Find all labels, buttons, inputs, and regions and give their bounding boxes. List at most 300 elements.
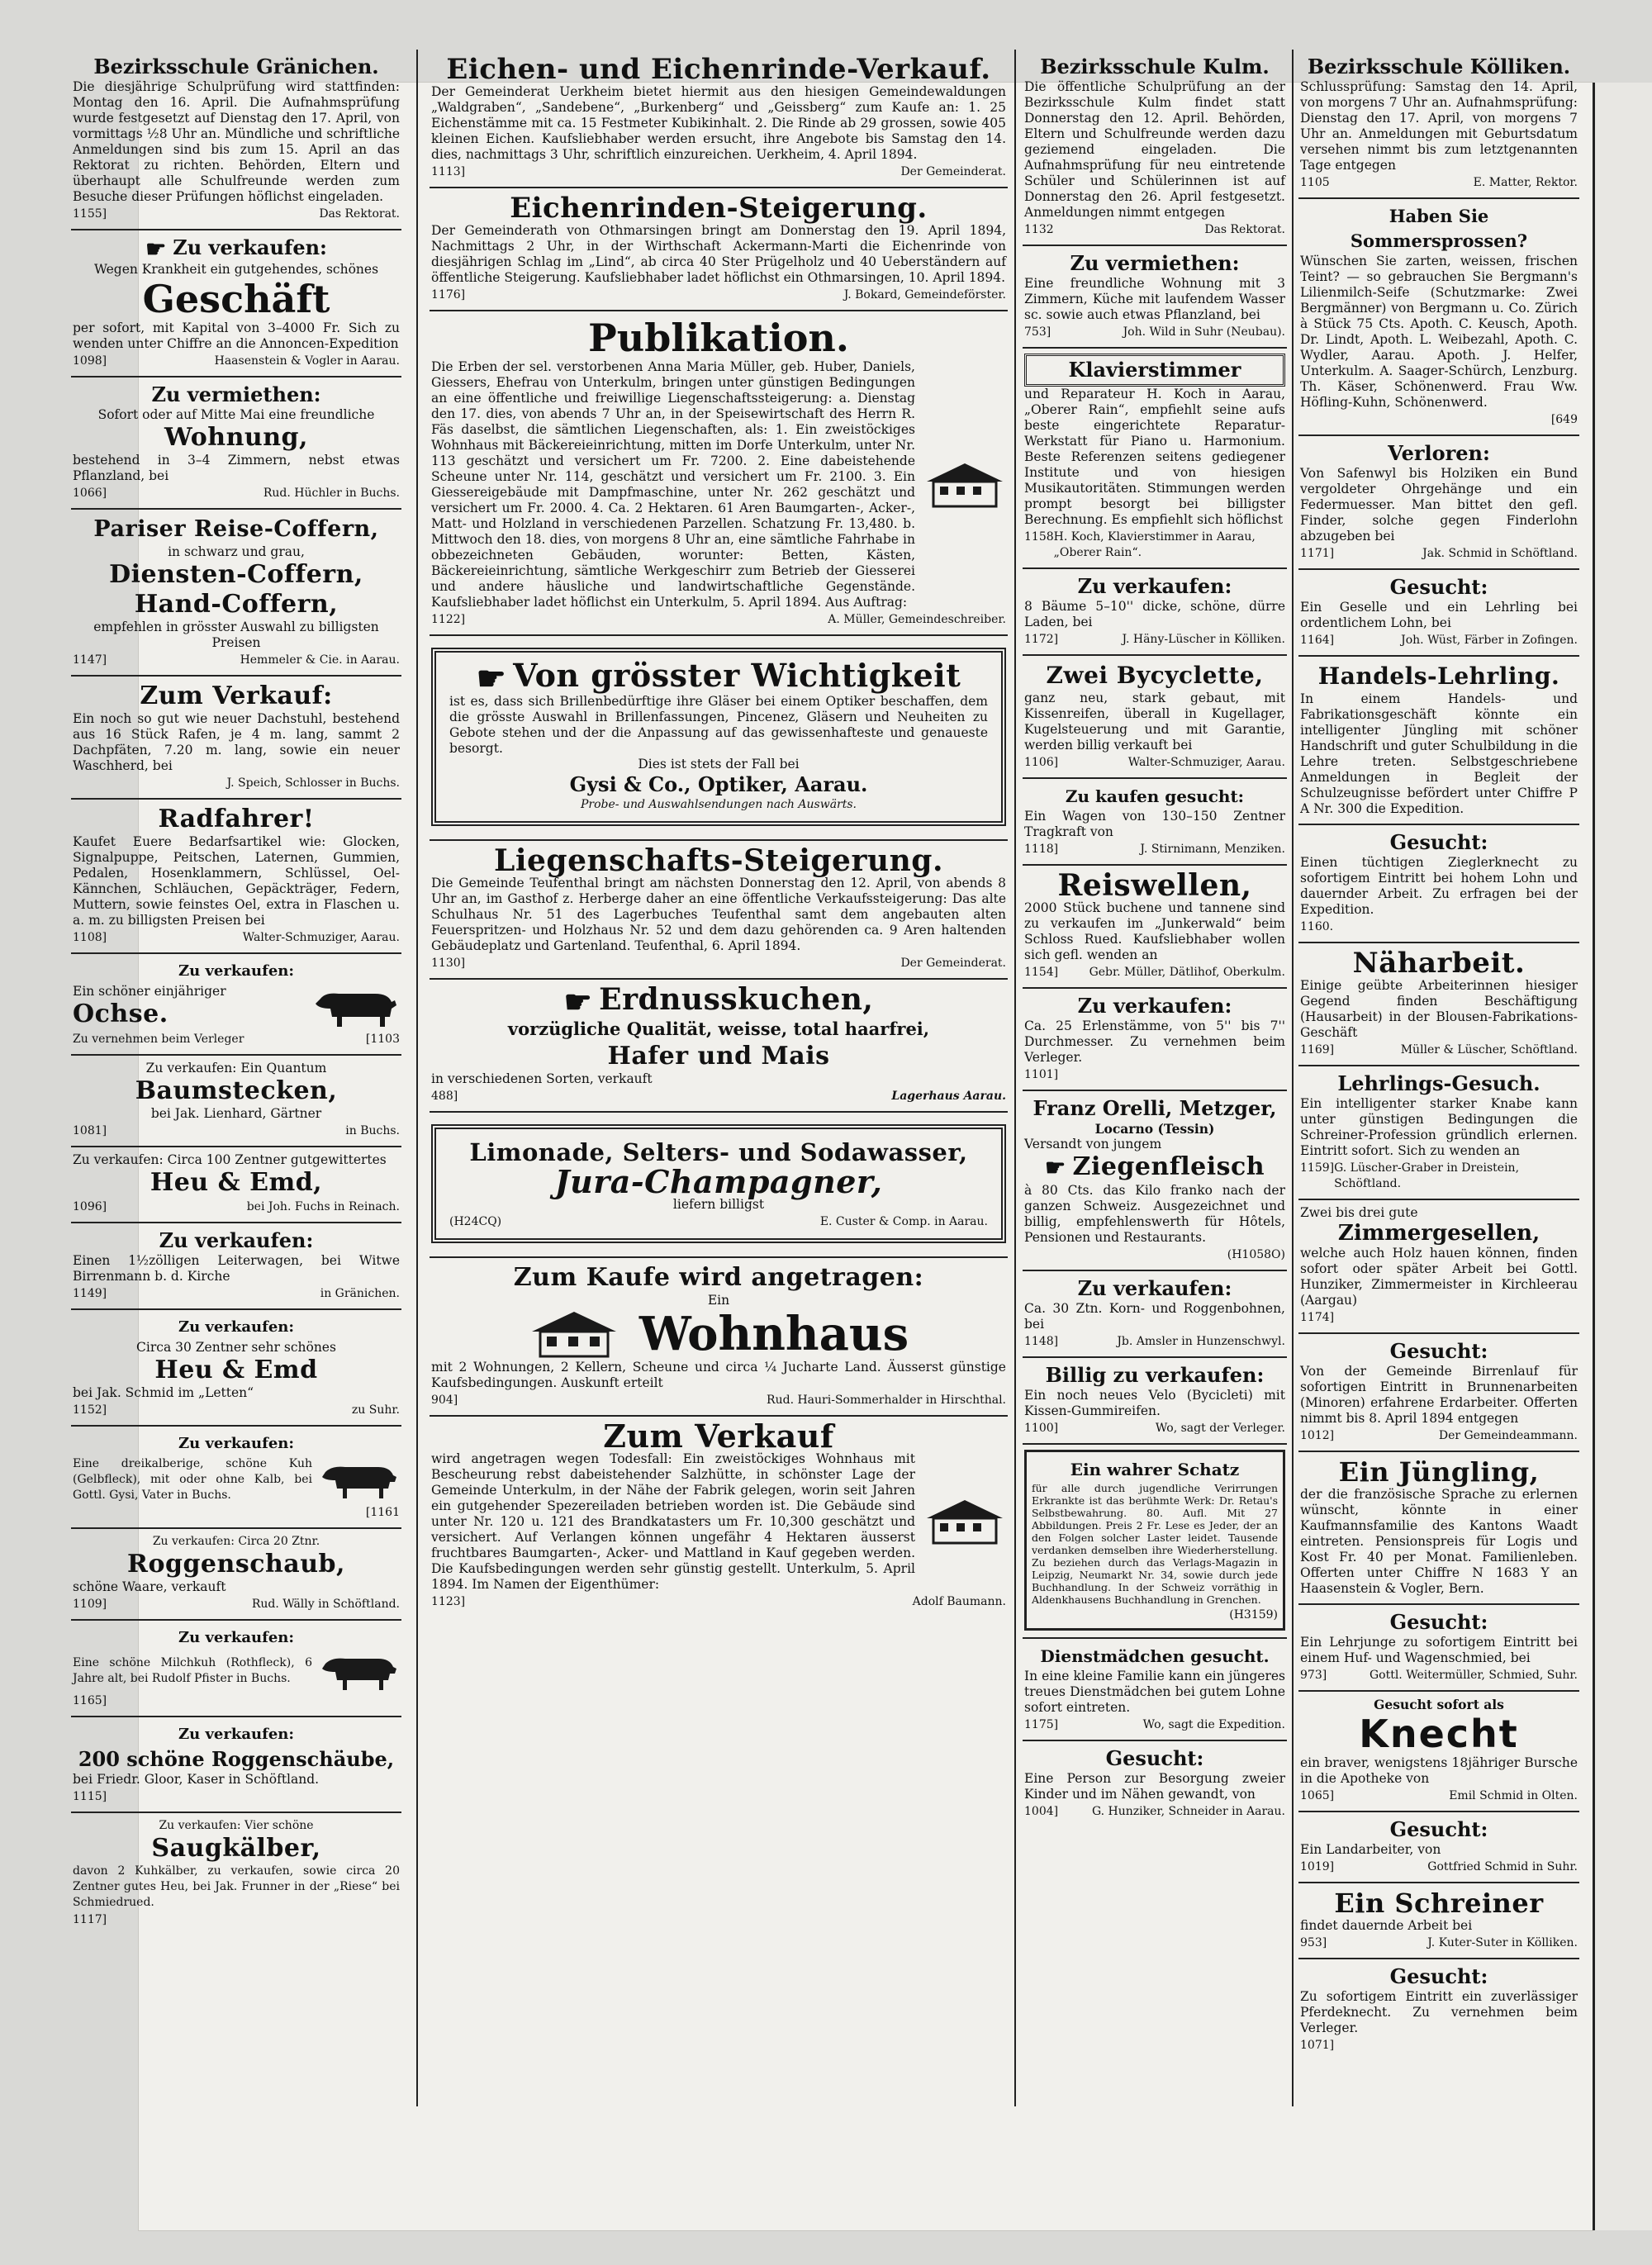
ad-title: Ein Jüngling,	[1338, 1456, 1540, 1488]
ad-knecht	[1298, 1692, 1579, 1812]
ad-body: à 80 Cts. das Kilo franko nach der ganzen Schweiz. Ausgezeichnet und billig, empfehlenswerth für Hôtels, Pensionen und Restaurants.	[1024, 1183, 1285, 1245]
ad-number: 1148]	[1024, 1335, 1059, 1348]
ad-intro: Zwei bis drei gute	[1300, 1205, 1418, 1220]
ad-number: 1158	[1024, 530, 1054, 544]
ad-signature: Wo, sagt die Expedition.	[1142, 1718, 1285, 1731]
ad-body: bestehend in 3–4 Zimmern, nebst etwas Pflanzland, bei	[73, 452, 400, 483]
ad-body: 8 Bäume 5–10'' dicke, schöne, dürre Laden, bei	[1024, 599, 1285, 629]
ad-body: Eine Person zur Besorgung zweier Kinder und im Nähen gewandt, von	[1024, 1771, 1285, 1802]
ad-geselle	[1298, 570, 1579, 657]
ad-body: Der Gemeinderath von Othmarsingen bringt am Donnerstag den 19. April 1894, Nachmittags 2 Uhr, in der Wirthschaft Ackermann-Marti die Eichenrinde von diesjährigen Schlag im „Lind“, ab circa 40 Ster Prügelholz und 40 Ueberständern auf öffentliche Steigerung. Kaufsliebhaber ladet höflichst ein Othmarsingen, 10. April 1894.	[431, 223, 1006, 285]
ad-body: für alle durch jugendliche Verirrungen Erkrankte ist das berühmte Werk: Dr. Retau's Selbstbewahrung. 80. Aufl. Mit 27 Abbildungen. Preis 2 Fr. Lese es Jeder, der an den Folgen solcher Laster leidet. Tausende verdanken demselben ihre Wiederherstellung. Zu beziehen durch das Verlags-Magazin in Leipzig, Neumarkt Nr. 34, sowie durch jede Buchhandlung. In der Schweiz vorräthig in Aldenkhausens Buchhandlung in Grenchen.	[1032, 1482, 1278, 1606]
column-3	[1023, 50, 1287, 2106]
ad-intro: Ein schöner einjähriger	[73, 984, 226, 999]
ad-body: Ein intelligenter starker Knabe kann unter günstigen Bedingungen die Schreiner-Profession gründlich erlernen. Eintritt sofort. Sich zu wenden an	[1300, 1096, 1578, 1158]
ad-signature: H. Koch, Klavierstimmer in Aarau, „Oberer Rain“.	[1053, 530, 1256, 559]
ad-body: liefern billigst	[672, 1196, 765, 1212]
ad-title: Zu verkaufen:	[159, 1227, 314, 1252]
ad-body: Einen 1½zölligen Leiterwagen, bei Witwe Birrenmann b. d. Kirche	[73, 1252, 400, 1284]
ad-headline: Roggenschaub,	[127, 1549, 345, 1579]
ad-signature: Hemmeler & Cie. in Aarau.	[240, 653, 400, 667]
ad-number: 1108]	[73, 930, 107, 944]
ad-title: Zu verkaufen:	[1077, 1276, 1232, 1300]
ad-landarbeiter	[1298, 1812, 1579, 1883]
ad-coffern	[71, 510, 401, 677]
ad-headline: Ziegenfleisch	[1072, 1152, 1265, 1181]
ad-juengling	[1298, 1452, 1579, 1605]
ad-signature: J. Bokard, Gemeindeförster.	[843, 288, 1006, 302]
ad-number: 1117]	[73, 1912, 107, 1926]
ad-title: Eichen- und Eichenrinde-Verkauf.	[446, 53, 991, 86]
pointing-hand-icon: ☛	[563, 982, 593, 1020]
ad-headline: Wohnung,	[164, 422, 308, 452]
ad-signature: Rud. Hauri-Sommerhalder in Hirschthal.	[767, 1393, 1006, 1407]
ad-body: Ein noch neues Velo (Bycicleti) mit Kissen-Gummireifen.	[1024, 1388, 1285, 1418]
ad-body: Ein noch so gut wie neuer Dachstuhl, bestehend aus 16 Stück Rafen, je 4 m. lang, sammt 2 Dachpfäten, 7.20 m. lang, sowie ein neuer Waschherd, bei	[73, 710, 400, 773]
ad-erlenstaemme	[1023, 989, 1287, 1091]
ad-signature: Das Rektorat.	[319, 207, 400, 221]
ad-signature: J. Speich, Schlosser in Buchs.	[226, 776, 400, 790]
ad-body: ein braver, wenigstens 18jähriger Bursche in die Apotheke von	[1300, 1755, 1578, 1786]
column-rule	[416, 50, 418, 2106]
ad-korn	[1023, 1271, 1287, 1358]
ad-dienstmaedchen	[1023, 1639, 1287, 1741]
ad-body: Die Erben der sel. verstorbenen Anna Maria Müller, geb. Huber, Daniels, Giessers, Ehefrau von Unterkulm, bringen unter günstigen Bedingungen an eine öffentliche und freiwillige Liegenschaftssteigerung: a. Dienstag den 17. dies, von abends 7 Uhr an, in der Speisewirtschaft des Herrn R. Fäs daselbst, die sämtlichen Liegenschaften, als: 1. Ein zweistöckiges Wohnhaus mit Bäckereieinrichtung, mitten im Dorfe Unterkulm, unter Nr. 113 geschätzt und versichert um Fr. 7200. 2. Eine dabeistehende Scheune unter Nr. 114, geschätzt und versichert um Fr. 2100. 3. Ein Giessereigebäude mit Dampfmaschine, unter Nr. 262 geschätzt und versichert um Fr. 2000. 4. Ca. 2 Hektaren. 61 Aren Baumgarten-, Acker-, Matt- und Holzland in verschiedenen Parzellen. Schatzung Fr. 13,480. b. Mittwoch den 18. dies, von morgens 8 Uhr an, eine sämtliche Fahrhabe in obbezeichneten Gebäuden, worunter: Betten, Kästen, Bäckereieinrichtung, sämtliche Werkgeschirr zum Betrieb der Giesserei und andere häusliche und landwirtschaftliche Gegenstände. Kaufsliebhaber ladet höflichst ein Unterkulm, 5. April 1894. Aus Auftrag:	[431, 359, 915, 610]
ad-body: Ein Landarbeiter, von	[1300, 1842, 1441, 1857]
ad-headline: Wohnhaus	[638, 1306, 909, 1361]
ad-headline: Limonade, Selters- und Sodawasser,	[469, 1137, 968, 1166]
ad-headline: Diensten-Coffern,	[109, 559, 363, 589]
ad-title: Billig zu verkaufen:	[1045, 1363, 1265, 1387]
ad-pferdeknecht	[1298, 1959, 1579, 2060]
ad-signature: Rud. Wälly in Schöftland.	[251, 1597, 400, 1611]
adjacent-page-edge	[1593, 83, 1652, 2230]
ad-body: Die diesjährige Schulprüfung wird stattfinden: Montag den 16. April. Die Aufnahmsprüfung wurde festgesetzt auf Dienstag den 17. April, von vormittags ½8 Uhr an. Mündliche und schriftliche Anmeldungen sind bis zum 15. April an das Rektorat zu richten. Behörden, Eltern und überhaupt alle Schulfreunde werden zum Besuche dieser Prüfungen höflichst eingeladen.	[73, 79, 400, 204]
ad-bezirksschule-kulm	[1023, 50, 1287, 246]
ad-number: 1098]	[73, 354, 107, 368]
ad-bezirksschule-koelliken	[1298, 50, 1579, 199]
ad-title: Näharbeit.	[1352, 947, 1526, 980]
ad-body: Schlussprüfung: Samstag den 14. April, von morgens 7 Uhr an. Aufnahmsprüfung: Dienstag den 17. April, von morgens 7 Uhr an. Anmeldungen mit Geburtsdatum versehen nimmt bis zum letztgenannten Tage entgegen	[1300, 79, 1578, 173]
ad-body: Der Gemeinderat Uerkheim bietet hiermit aus den hiesigen Gemeindewaldungen „Waldgraben“, „Sandebene“, „Burkenberg“ und „Geissberg“ zum Kaufe an: 1. 25 Eichenstämme mit ca. 15 Festmeter Kubikinhalt. 2. Die Rinde ab 29 grossen, sowie 405 kleinen Eichen. Kaufsliebhaber werden ersucht, ihre Angebote bis Samstag den 14. dies, nachmittags 3 Uhr, schriftlich einzureichen. Uerkheim, 4. April 1894.	[431, 84, 1006, 162]
ad-wohnung	[71, 378, 401, 510]
ad-signature: Walter-Schmuziger, Aarau.	[1127, 756, 1285, 769]
ad-body: Einen tüchtigen Zieglerknecht zu sofortigem Eintritt bei hohem Lohn und dauernder Arbeit. Zu erfragen bei der Expedition.	[1300, 855, 1578, 917]
ad-title: Liegenschafts-Steigerung.	[494, 843, 943, 878]
ad-laden	[1023, 569, 1287, 656]
ad-title: Gesucht:	[1389, 830, 1488, 854]
ad-zum-verkauf	[430, 1417, 1008, 1617]
ad-signature: Emil Schmid in Olten.	[1449, 1789, 1578, 1802]
ad-schreiner	[1298, 1883, 1579, 1959]
ad-body: In eine kleine Familie kann ein jüngeres treues Dienstmädchen bei gutem Lohne sofort eintreten.	[1024, 1669, 1285, 1715]
ad-body: Einige geübte Arbeiterinnen hiesiger Gegend finden Beschäftigung (Hausarbeit) in der Blousen-Fabrikations-Geschäft	[1300, 978, 1578, 1040]
ad-eichenrinden-steigerung	[430, 188, 1008, 311]
ad-body: Die öffentliche Schulprüfung an der Bezirksschule Kulm findet statt Donnerstag den 12. April. Behörden, Eltern und Schulfreunde werden dazu geziemend eingeladen. Die Aufnahmsprüfung für neu eintretende Schüler und Schülerinnen ist auf Donnerstag den 26. April festgesetzt. Anmeldungen nimmt entgegen	[1024, 79, 1285, 220]
pointing-hand-icon: ☛	[145, 235, 167, 263]
ad-signature: J. Kuter-Suter in Kölliken.	[1427, 1936, 1578, 1949]
ad-title: Zu verkaufen: Vier schöne	[159, 1818, 314, 1832]
ad-signature: Der Gemeinderat.	[900, 165, 1006, 178]
ad-lilienmilch-seife	[1298, 199, 1579, 436]
ad-signature: bei Joh. Fuchs in Reinach.	[246, 1199, 400, 1213]
ad-title: Zu verkaufen:	[178, 1725, 295, 1743]
ad-signature: zu Suhr.	[351, 1403, 400, 1417]
ad-number: 1118]	[1024, 843, 1059, 856]
ad-person-gesucht	[1023, 1741, 1287, 1826]
ad-zieglerknecht	[1298, 825, 1579, 943]
ad-headline: Ochse.	[73, 1000, 169, 1028]
ad-number: 1149]	[73, 1286, 107, 1300]
ad-erdarbeiter	[1298, 1334, 1579, 1452]
ad-title: Bezirksschule Gränichen.	[93, 55, 379, 78]
column-2	[430, 50, 1008, 2106]
ad-title: Zu kaufen gesucht:	[1065, 786, 1245, 806]
ad-publikation	[430, 311, 1008, 636]
ad-baumstecken	[71, 1056, 401, 1147]
column-rule	[1292, 50, 1294, 2106]
ad-number: 1164]	[1300, 634, 1335, 647]
house-icon	[923, 1497, 1006, 1546]
ad-title: Zu verkaufen:	[178, 1318, 295, 1336]
ad-body: Eine freundliche Wohnung mit 3 Zimmern, Küche mit laufendem Wasser sc. sowie auch etwas Pflanzland, bei	[1024, 276, 1285, 322]
ad-code: (H3159)	[1229, 1608, 1278, 1622]
ad-title: Haben Sie Sommersprossen?	[1350, 206, 1528, 251]
ad-title: Gesucht:	[1389, 1964, 1488, 1988]
ad-title: Zu verkaufen:	[173, 235, 327, 259]
ad-radfahrer	[71, 800, 401, 954]
ad-optiker-gysi	[430, 636, 1008, 841]
ad-signature: G. Hunziker, Schneider in Aarau.	[1091, 1805, 1285, 1818]
ad-signature: Gebr. Müller, Dätlihof, Oberkulm.	[1089, 966, 1285, 979]
ad-title: Gesucht:	[1389, 1817, 1488, 1841]
ad-wagen	[1023, 779, 1287, 866]
ad-number: 1176]	[431, 288, 466, 302]
house-icon	[529, 1308, 620, 1360]
ad-number: 1071]	[1300, 2039, 1335, 2052]
ad-signature: J. Stirnimann, Menziken.	[1140, 843, 1285, 856]
ad-body: in verschiedenen Sorten, verkauft	[431, 1071, 653, 1086]
ad-title: Reiswellen,	[1057, 868, 1252, 903]
ad-headline: Saugkälber,	[151, 1833, 321, 1863]
ad-headline: 200 schöne Roggenschäube,	[78, 1746, 395, 1771]
ad-body: Zu vernehmen beim Verleger	[73, 1032, 244, 1046]
ad-body: wird angetragen wegen Todesfall: Ein zweistöckiges Wohnhaus mit Bescheurung rebst dabeistehender Salzhütte, in schönster Lage der Gemeinde Unterkulm, in der Nähe der Fabrik gelegen, worin seit Jahren ein gutgehender Spezereiladen betrieben worden ist. Die Gebäude sind unter Nr. 120 u. 121 des Brandkatasters um Fr. 10,300 geschätzt und versichert. Auf Verlangen können ungefähr 4 Hektaren äusserst fruchtbares Baumgarten-, Acker- und Mattland in Kauf gegeben werden. Die Kaufsbedingungen werden sehr günstig gestellt. Unterkulm, 5. April 1894. Im Namen der Eigenthümer:	[431, 1451, 915, 1592]
ad-eichen-verkauf	[430, 50, 1008, 188]
ad-kuh	[71, 1427, 401, 1529]
ad-title: Zu vermiethen:	[1070, 251, 1240, 275]
column-4	[1298, 50, 1579, 2106]
ad-body: der die französische Sprache zu erlernen wünscht, könnte in einer Kaufmannsfamilie des Kantons Waadt eintreten. Pensionspreis für Logis und Kost Fr. 40 per Monat. Familienleben. Offerten unter Chiffre N 1683 Y an Haasenstein & Vogler, Bern.	[1300, 1487, 1578, 1596]
ox-icon	[309, 984, 400, 1030]
ad-leiterwagen	[71, 1223, 401, 1310]
ad-number: 1096]	[73, 1199, 107, 1213]
ad-handels-lehrling	[1298, 657, 1579, 825]
ad-number: 753]	[1024, 325, 1051, 339]
ad-bezirksschule-graenichen	[71, 50, 401, 230]
ad-zimmergesellen	[1298, 1200, 1579, 1334]
ad-signature: Joh. Wüst, Färber in Zofingen.	[1401, 634, 1578, 647]
ad-number: 1109]	[73, 1597, 107, 1611]
ad-signature: Müller & Lüscher, Schöftland.	[1400, 1043, 1578, 1057]
ad-body: Ca. 25 Erlenstämme, von 5'' bis 7'' Durchmesser. Zu vernehmen beim Verleger.	[1024, 1019, 1285, 1065]
ad-title: Zum Verkauf	[603, 1417, 834, 1455]
ad-body: Zu sofortigem Eintritt ein zuverlässiger Pferdeknecht. Zu vernehmen beim Verleger.	[1300, 1989, 1578, 2035]
ad-body: bei Jak. Lienhard, Gärtner	[150, 1105, 322, 1121]
ad-number: 1066]	[73, 486, 107, 500]
ad-number: 1081]	[73, 1123, 107, 1137]
ad-title: Erdnusskuchen,	[599, 981, 874, 1017]
ad-body: Ein Geselle und ein Lehrling bei ordentlichem Lohn, bei	[1300, 600, 1578, 630]
ad-roggenschaub	[71, 1529, 401, 1621]
ad-number: 1147]	[73, 653, 107, 667]
ad-frame	[431, 648, 1006, 826]
ad-number: 488]	[431, 1089, 458, 1103]
ad-title: Bezirksschule Kulm.	[1040, 55, 1270, 78]
ad-ziegenfleisch	[1023, 1091, 1287, 1271]
ad-title: Zwei Bycyclette,	[1046, 662, 1264, 689]
ad-number: 1172]	[1024, 633, 1059, 646]
ad-signature: Haasenstein & Vogler in Aarau.	[214, 354, 400, 368]
ad-title: Von grösster Wichtigkeit	[513, 657, 961, 694]
ad-signature: in Buchs.	[345, 1123, 400, 1137]
ad-title: Gesucht:	[1389, 1339, 1488, 1363]
ad-liegenschafts-steigerung	[430, 841, 1008, 980]
ad-number: 1154]	[1024, 966, 1059, 979]
ad-signature: Gottl. Weitermüller, Schmied, Suhr.	[1369, 1669, 1578, 1682]
ad-number: 1155]	[73, 207, 107, 221]
ad-body: schöne Waare, verkauft	[73, 1579, 226, 1594]
ad-reiswellen	[1023, 866, 1287, 989]
ad-signature: Jb. Amsler in Hunzenschwyl.	[1117, 1335, 1285, 1348]
ad-wahrer-schatz	[1023, 1445, 1287, 1639]
ad-title: Zu verkaufen:	[178, 962, 295, 980]
ad-body: findet dauernde Arbeit bei	[1300, 1918, 1473, 1933]
ad-note: Probe- und Auswahlsendungen nach Auswärts.	[580, 797, 857, 811]
ad-body: Von der Gemeinde Birrenlauf für sofortigen Eintritt in Brunnenarbeiten (Minoren) erfahrene Erdarbeiter. Offerten nimmt bis 8. April 1894 entgegen	[1300, 1364, 1578, 1426]
ad-ochse	[71, 954, 401, 1056]
ad-body: Wünschen Sie zarten, weissen, frischen Teint? — so gebrauchen Sie Bergmann's Lilienmilch-Seife (Schutzmarke: Zwei Bergmänner) von Bergmann u. Co. Zürich à Stück 75 Cts. Apoth. C. Keusch, Apoth. Dr. Lindt, Apoth. L. Weibezahl, Apoth. C. Wydler, Aarau. Apoth. J. Helfer, Unterkulm. A. Saager-Schürch, Lenzburg. Th. Käser, Schönenwerd. Frau Ww. Höfling-Kuhn, Schönenwerd.	[1300, 254, 1578, 410]
ad-body: Ein Wagen von 130–150 Zentner Tragkraft von	[1024, 809, 1285, 839]
ad-title: Zu verkaufen: Circa 20 Ztnr.	[152, 1534, 320, 1548]
ad-number: 973]	[1300, 1669, 1327, 1682]
ad-title: Zu verkaufen: Circa 100 Zentner gutgewittertes	[73, 1151, 387, 1167]
ad-number: 1105	[1300, 176, 1330, 189]
ad-title: Zu verkaufen:	[178, 1434, 295, 1452]
ad-headline: Geschäft	[142, 276, 330, 321]
ad-signature: E. Matter, Rektor.	[1473, 176, 1578, 189]
ad-intro: Wegen Krankheit ein gutgehendes, schönes	[93, 261, 379, 277]
ad-frame	[431, 1124, 1006, 1243]
ad-body: Eine dreikalberige, schöne Kuh (Gelbfleck), mit oder ohne Kalb, bei Gottl. Gysi, Vater in Buchs.	[73, 1456, 312, 1502]
ad-signature: in Gränichen.	[320, 1286, 400, 1300]
ad-number: 1122]	[431, 613, 466, 626]
ad-title: Dienstmädchen gesucht.	[1040, 1646, 1270, 1666]
ad-body: Ca. 30 Ztn. Korn- und Roggenbohnen, bei	[1024, 1301, 1285, 1332]
ad-title: Franz Orelli, Metzger,	[1032, 1096, 1277, 1120]
ad-title: Gesucht:	[1105, 1746, 1204, 1770]
ad-number: 1019]	[1300, 1860, 1335, 1873]
ad-body: ganz neu, stark gebaut, mit Kissenreifen, überall in Kugellager, Kugelsteuerung und mit Garantie, werden billig verkauft bei	[1024, 691, 1285, 753]
ad-headline: Knecht	[1359, 1712, 1519, 1756]
ad-headline: Pariser Reise-Coffern,	[93, 515, 379, 542]
ad-number: 1100]	[1024, 1422, 1059, 1435]
cow-icon	[317, 1459, 400, 1500]
ad-title: Gesucht sofort als	[1374, 1697, 1504, 1712]
ad-verloren	[1298, 436, 1579, 570]
ad-klavierstimmer	[1023, 349, 1287, 569]
ad-intro: Versandt von jungem	[1024, 1137, 1162, 1151]
ad-headline: Hafer und Mais	[607, 1041, 830, 1071]
ad-code: (H24CQ)	[449, 1214, 502, 1228]
ad-body: mit 2 Wohnungen, 2 Kellern, Scheune und circa ¼ Jucharte Land. Äusserst günstige Kaufsbedingungen. Auskunft erteilt	[431, 1359, 1006, 1390]
ad-signature: Wo, sagt der Verleger.	[1155, 1422, 1285, 1435]
ad-number: 1160.	[1300, 920, 1334, 933]
column-rule	[1014, 50, 1016, 2106]
ad-title: Handels-Lehrling.	[1317, 662, 1560, 690]
ad-signature: E. Custer & Comp. in Aarau.	[819, 1214, 988, 1228]
ad-number: 1012]	[1300, 1429, 1335, 1442]
ad-saugkaelber	[71, 1813, 401, 1935]
ad-title: Zum Kaufe wird angetragen:	[513, 1262, 924, 1292]
ad-number: 1115]	[73, 1789, 107, 1803]
ad-headline: Hand-Coffern,	[134, 589, 339, 619]
ad-number: 1159]	[1300, 1161, 1335, 1175]
ad-number: 1171]	[1300, 547, 1335, 560]
ad-intro: Circa 30 Zentner sehr schönes	[136, 1339, 336, 1355]
ad-title: Zu verkaufen:	[1077, 574, 1232, 598]
ad-body: bei Friedr. Gloor, Kaser in Schöftland.	[73, 1771, 320, 1787]
ad-geschaeft	[71, 230, 401, 378]
ad-title: Bezirksschule Kölliken.	[1307, 55, 1571, 78]
ad-number: 1101]	[1024, 1068, 1059, 1081]
ad-title: Zu verkaufen:	[1077, 994, 1232, 1018]
ad-number: 1130]	[431, 956, 466, 970]
ad-limonade	[430, 1113, 1008, 1258]
column-1	[71, 50, 401, 2106]
ad-body: Ein Lehrjunge zu sofortigem Eintritt bei einem Huf- und Wagenschmied, bei	[1300, 1635, 1578, 1665]
ad-erdnusskuchen	[430, 980, 1008, 1113]
ad-title: Zum Verkauf:	[140, 681, 333, 710]
ad-number: 1175]	[1024, 1718, 1059, 1731]
ad-signature: Joh. Wild in Suhr (Neubau).	[1123, 325, 1285, 339]
ad-signature: Jak. Schmid in Schöftland.	[1422, 547, 1578, 560]
ad-body: ist es, dass sich Brillenbedürftige ihre Gläser bei einem Optiker beschaffen, dem die grösste Auswahl in Brillenfassungen, Pincenez, Gläsern und Neuheiten zu Gebote stehen und der die Anpassung auf das gewissenhafteste und genaueste besorgt.	[449, 693, 988, 756]
ad-headline: Baumstecken,	[135, 1076, 338, 1105]
ad-body: In einem Handels- und Fabrikationsgeschäft könnte ein intelligenter Jüngling mit schöner Handschrift und guter Schulbildung in die Lehre treten. Selbstgeschriebene Anmeldungen in Begleit der Schulzeugnisse befördert unter Chiffre P A Nr. 300 die Expedition.	[1300, 691, 1578, 816]
ad-body: Die Gemeinde Teufenthal bringt am nächsten Donnerstag den 12. April, von abends 8 Uhr an, im Gasthof z. Herberge daher an eine öffentliche Verkaufssteigerung: Das alte Schulhaus Nr. 51 des Lagerbuches Teufenthal samt dem angebauten alten Feuerspritzen- und Holzhaus Nr. 52 und dem dazu gehörenden ca. 9 Aren haltenden Gebäudeplatz und Gartenland. Teufenthal, 6. April 1894.	[431, 875, 1006, 953]
ad-number: 1174]	[1300, 1311, 1335, 1324]
ad-subline: Dies ist stets der Fall bei	[638, 756, 800, 772]
ad-body: bei Jak. Schmid im „Letten“	[73, 1384, 254, 1400]
ad-title: Radfahrer!	[158, 804, 315, 833]
ad-dachstuhl	[71, 677, 401, 800]
ad-signature: Adolf Baumann.	[912, 1594, 1006, 1608]
ad-number: 1132	[1024, 223, 1054, 236]
ad-title: Verloren:	[1388, 441, 1490, 465]
ad-title: Lehrlings-Gesuch.	[1337, 1071, 1540, 1095]
ad-number: 1152]	[73, 1403, 107, 1417]
ad-signature: Gottfried Schmid in Suhr.	[1427, 1860, 1578, 1873]
ad-title: Zimmergesellen,	[1337, 1221, 1540, 1246]
ad-signature: Rud. Hüchler in Buchs.	[263, 486, 400, 500]
ad-body: per sofort, mit Kapital von 3–4000 Fr. Sich zu wenden unter Chiffre an die Annoncen-Expedition	[73, 320, 400, 351]
ad-body: und Reparateur H. Koch in Aarau, „Oberer Rain“, empfiehlt seine aufs beste eingerichtete Reparatur-Werkstatt für Piano u. Harmonium. Beste Referenzen seitens gediegener Institute und von hiesigen Musikautoritäten. Stimmungen werden prompt besorgt bei billigster Berechnung. Es empfiehlt sich höflichst	[1024, 387, 1285, 527]
house-icon	[923, 460, 1006, 510]
ad-title: Gesucht:	[1389, 575, 1488, 599]
ad-signature: Lagerhaus Aarau.	[891, 1089, 1006, 1103]
ad-wohnhaus	[430, 1258, 1008, 1417]
ad-number: [1103	[365, 1032, 400, 1046]
ad-velo	[1023, 1358, 1287, 1445]
ad-title: Zu vermiethen:	[151, 382, 321, 406]
ad-title: Eichenrinden-Steigerung.	[510, 192, 928, 225]
cow-icon	[317, 1650, 400, 1692]
ad-number: 1113]	[431, 165, 466, 178]
ad-number: 904]	[431, 1393, 458, 1407]
ad-number: 953]	[1300, 1936, 1327, 1949]
ad-signature: Das Rektorat.	[1204, 223, 1285, 236]
ad-bycyclette	[1023, 656, 1287, 779]
ad-code: (H1058O)	[1227, 1248, 1285, 1261]
ad-heu-emd-1	[71, 1147, 401, 1223]
ad-number: 1004]	[1024, 1805, 1059, 1818]
ad-title: Zu verkaufen:	[178, 1628, 295, 1646]
ad-body: 2000 Stück buchene und tannene sind zu verkaufen im „Junkerwald“ beim Schloss Rued. Kaufsliebhaber wollen sich gefl. wenden an	[1024, 900, 1285, 962]
ad-body: Von Safenwyl bis Holziken ein Bund vergoldeter Ohrgehänge und ein Federmuesser. Man bittet den gefl. Finder, solche gegen Finderlohn abzugeben bei	[1300, 466, 1578, 544]
ad-number: 1106]	[1024, 756, 1059, 769]
ad-body: welche auch Holz hauen können, finden sofort oder später Arbeit bei Gottl. Hunziker, Zimmermeister in Kirchleerau (Aargau)	[1300, 1246, 1578, 1308]
ad-heu-emd-2	[71, 1310, 401, 1427]
ad-title: Publikation.	[588, 316, 849, 360]
ad-headline: Heu & Emd,	[150, 1167, 323, 1197]
ad-title: Gesucht:	[1389, 1610, 1488, 1634]
ad-body: Kaufet Euere Bedarfsartikel wie: Glocken, Signalpuppe, Peitschen, Laternen, Gummien, Pedalen, Hosenklammern, Schlüssel, Oel-Kännchen, Schläuchen, Gepäckträger, Federn, Muttern, sowie feinstes Oel, extra in Flaschen u. a. m. zu billigsten Preisen bei	[73, 833, 400, 928]
pointing-hand-icon: ☛	[1044, 1154, 1066, 1181]
ad-headline: Jura-Champagner,	[554, 1162, 883, 1200]
ad-number: [1161	[365, 1505, 400, 1519]
ad-signature: Der Gemeinderat.	[900, 956, 1006, 970]
ad-number: [649	[1550, 413, 1578, 426]
ad-body: empfehlen in grösster Auswahl zu billigsten Preisen	[93, 619, 379, 650]
ad-number: 1123]	[431, 1594, 466, 1608]
ad-signature: G. Lüscher-Graber in Dreistein, Schöftland.	[1334, 1161, 1520, 1190]
ad-roggenschaeube	[71, 1717, 401, 1813]
ad-number: 1165]	[73, 1693, 107, 1707]
ad-lehrlings-gesuch	[1298, 1066, 1579, 1200]
ad-number: 1065]	[1300, 1789, 1335, 1802]
ad-signature: J. Häny-Lüscher in Kölliken.	[1122, 633, 1285, 646]
ad-milchkuh	[71, 1621, 401, 1717]
ad-location: Locarno (Tessin)	[1094, 1121, 1215, 1137]
ad-number: 1169]	[1300, 1043, 1335, 1057]
ad-title: Ein wahrer Schatz	[1070, 1460, 1240, 1479]
ad-body: Eine schöne Milchkuh (Rothfleck), 6 Jahre alt, bei Rudolf Pfister in Buchs.	[73, 1655, 312, 1685]
ad-intro: Ein	[707, 1292, 730, 1308]
ad-signature: Der Gemeindeammann.	[1438, 1429, 1578, 1442]
ad-naeharbeit	[1298, 943, 1579, 1066]
ad-intro: Sofort oder auf Mitte Mai eine freundliche	[97, 406, 375, 422]
ad-title: Zu verkaufen: Ein Quantum	[145, 1060, 327, 1076]
ad-signature: Walter-Schmuziger, Aarau.	[242, 930, 400, 944]
pointing-hand-icon: ☛	[476, 658, 507, 698]
ad-firm: Gysi & Co., Optiker, Aarau.	[569, 772, 868, 796]
ad-title: Klavierstimmer	[1024, 354, 1285, 387]
ad-subline: vorzügliche Qualität, weisse, total haarfrei,	[507, 1018, 930, 1039]
ad-title: Ein Schreiner	[1334, 1888, 1544, 1919]
ad-headline: Heu & Emd	[154, 1355, 318, 1384]
ad-body: davon 2 Kuhkälber, zu verkaufen, sowie circa 20 Zentner gutes Heu, bei Jak. Frunner in der „Riese“ bei Schmiedrued.	[73, 1864, 400, 1909]
